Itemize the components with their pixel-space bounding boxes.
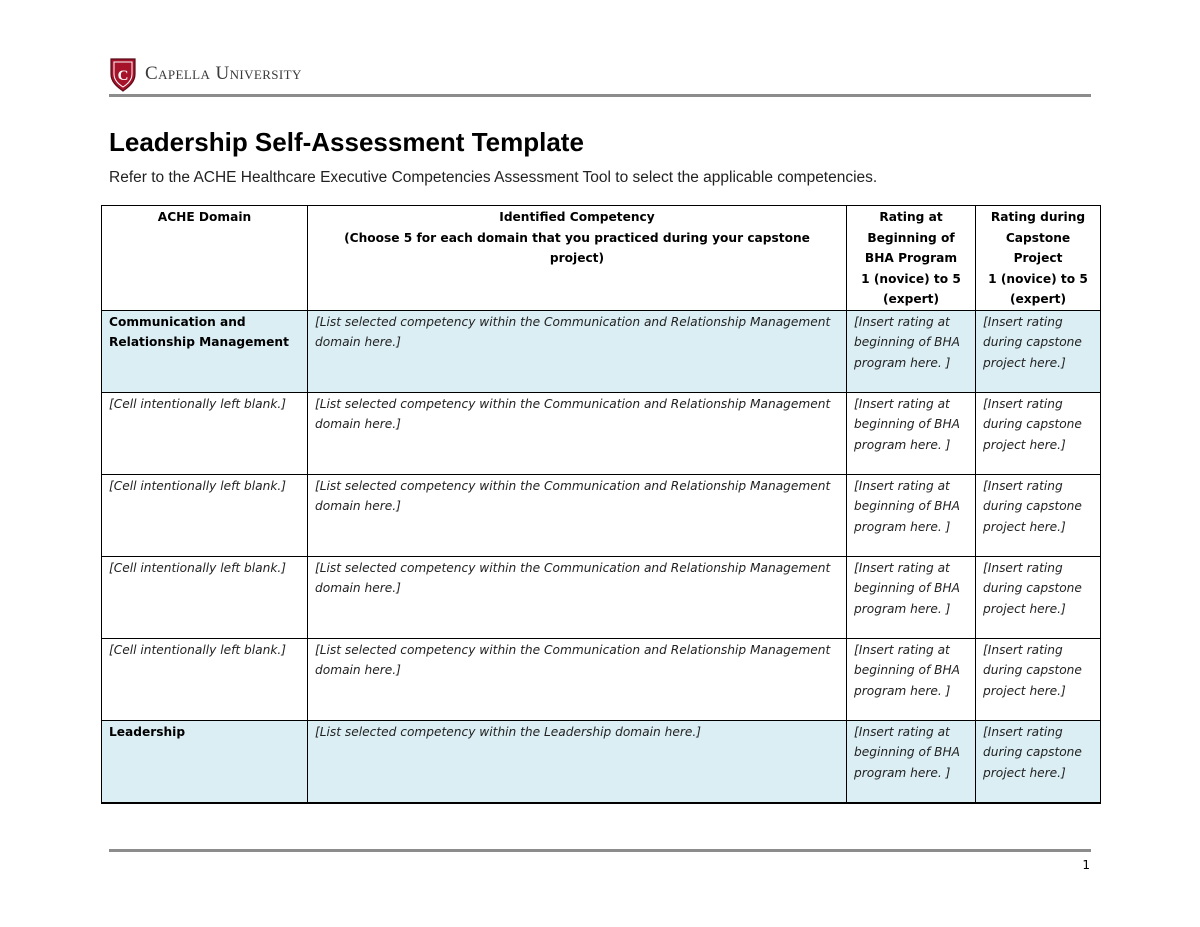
competency-cell[interactable]: [List selected competency within the Communication and Relationship Management domain here.]: [308, 310, 847, 392]
page-number: 1: [1082, 858, 1090, 872]
rating-capstone-cell[interactable]: [Insert rating during capstone project here.]: [976, 638, 1101, 720]
footer-divider: [109, 849, 1091, 852]
table-row: [102, 638, 1101, 720]
rating-capstone-cell[interactable]: [Insert rating during capstone project here.]: [976, 310, 1101, 392]
svg-text:C: C: [117, 68, 129, 84]
competency-cell[interactable]: [List selected competency within the Communication and Relationship Management domain here.]: [308, 474, 847, 556]
table-header-row: [102, 206, 1101, 311]
table-row: [102, 474, 1101, 556]
domain-cell[interactable]: Communication and Relationship Management: [102, 310, 308, 392]
assessment-table: [101, 205, 1101, 804]
domain-cell[interactable]: Leadership: [102, 720, 308, 803]
rating-begin-cell[interactable]: [Insert rating at beginning of BHA program here. ]: [847, 310, 976, 392]
rating-capstone-cell[interactable]: [Insert rating during capstone project here.]: [976, 556, 1101, 638]
competency-cell[interactable]: [List selected competency within the Communication and Relationship Management domain here.]: [308, 392, 847, 474]
rating-capstone-cell[interactable]: [Insert rating during capstone project here.]: [976, 720, 1101, 803]
competency-cell[interactable]: [List selected competency within the Leadership domain here.]: [308, 720, 847, 803]
domain-cell[interactable]: [Cell intentionally left blank.]: [102, 556, 308, 638]
capella-logo: [109, 54, 1091, 94]
rating-begin-cell[interactable]: [Insert rating at beginning of BHA program here. ]: [847, 720, 976, 803]
header-identified-competency: Identified Competency (Choose 5 for each domain that you practiced during your capstone project): [308, 206, 847, 311]
domain-cell[interactable]: [Cell intentionally left blank.]: [102, 392, 308, 474]
crest-icon: [109, 56, 137, 92]
rating-capstone-cell[interactable]: [Insert rating during capstone project here.]: [976, 392, 1101, 474]
rating-begin-cell[interactable]: [Insert rating at beginning of BHA program here. ]: [847, 474, 976, 556]
rating-begin-cell[interactable]: [Insert rating at beginning of BHA program here. ]: [847, 556, 976, 638]
header-rating-capstone: Rating during Capstone Project 1 (novice) to 5 (expert): [976, 206, 1101, 311]
table-row: [102, 720, 1101, 803]
domain-cell[interactable]: [Cell intentionally left blank.]: [102, 638, 308, 720]
logo-wordmark: Capella University: [145, 63, 302, 84]
table-row: [102, 310, 1101, 392]
competency-cell[interactable]: [List selected competency within the Communication and Relationship Management domain here.]: [308, 638, 847, 720]
header-rating-beginning: Rating at Beginning of BHA Program 1 (novice) to 5 (expert): [847, 206, 976, 311]
competency-cell[interactable]: [List selected competency within the Communication and Relationship Management domain here.]: [308, 556, 847, 638]
table-row: [102, 392, 1101, 474]
rating-begin-cell[interactable]: [Insert rating at beginning of BHA program here. ]: [847, 638, 976, 720]
page-title: Leadership Self-Assessment Template: [109, 127, 584, 157]
table-row: [102, 556, 1101, 638]
header-ache-domain: ACHE Domain: [102, 206, 308, 311]
domain-cell[interactable]: [Cell intentionally left blank.]: [102, 474, 308, 556]
rating-capstone-cell[interactable]: [Insert rating during capstone project here.]: [976, 474, 1101, 556]
document-header: [109, 54, 1091, 96]
header-divider: [109, 94, 1091, 97]
rating-begin-cell[interactable]: [Insert rating at beginning of BHA program here. ]: [847, 392, 976, 474]
instructions-text: Refer to the ACHE Healthcare Executive Competencies Assessment Tool to select the applicable competencies.: [109, 169, 878, 186]
